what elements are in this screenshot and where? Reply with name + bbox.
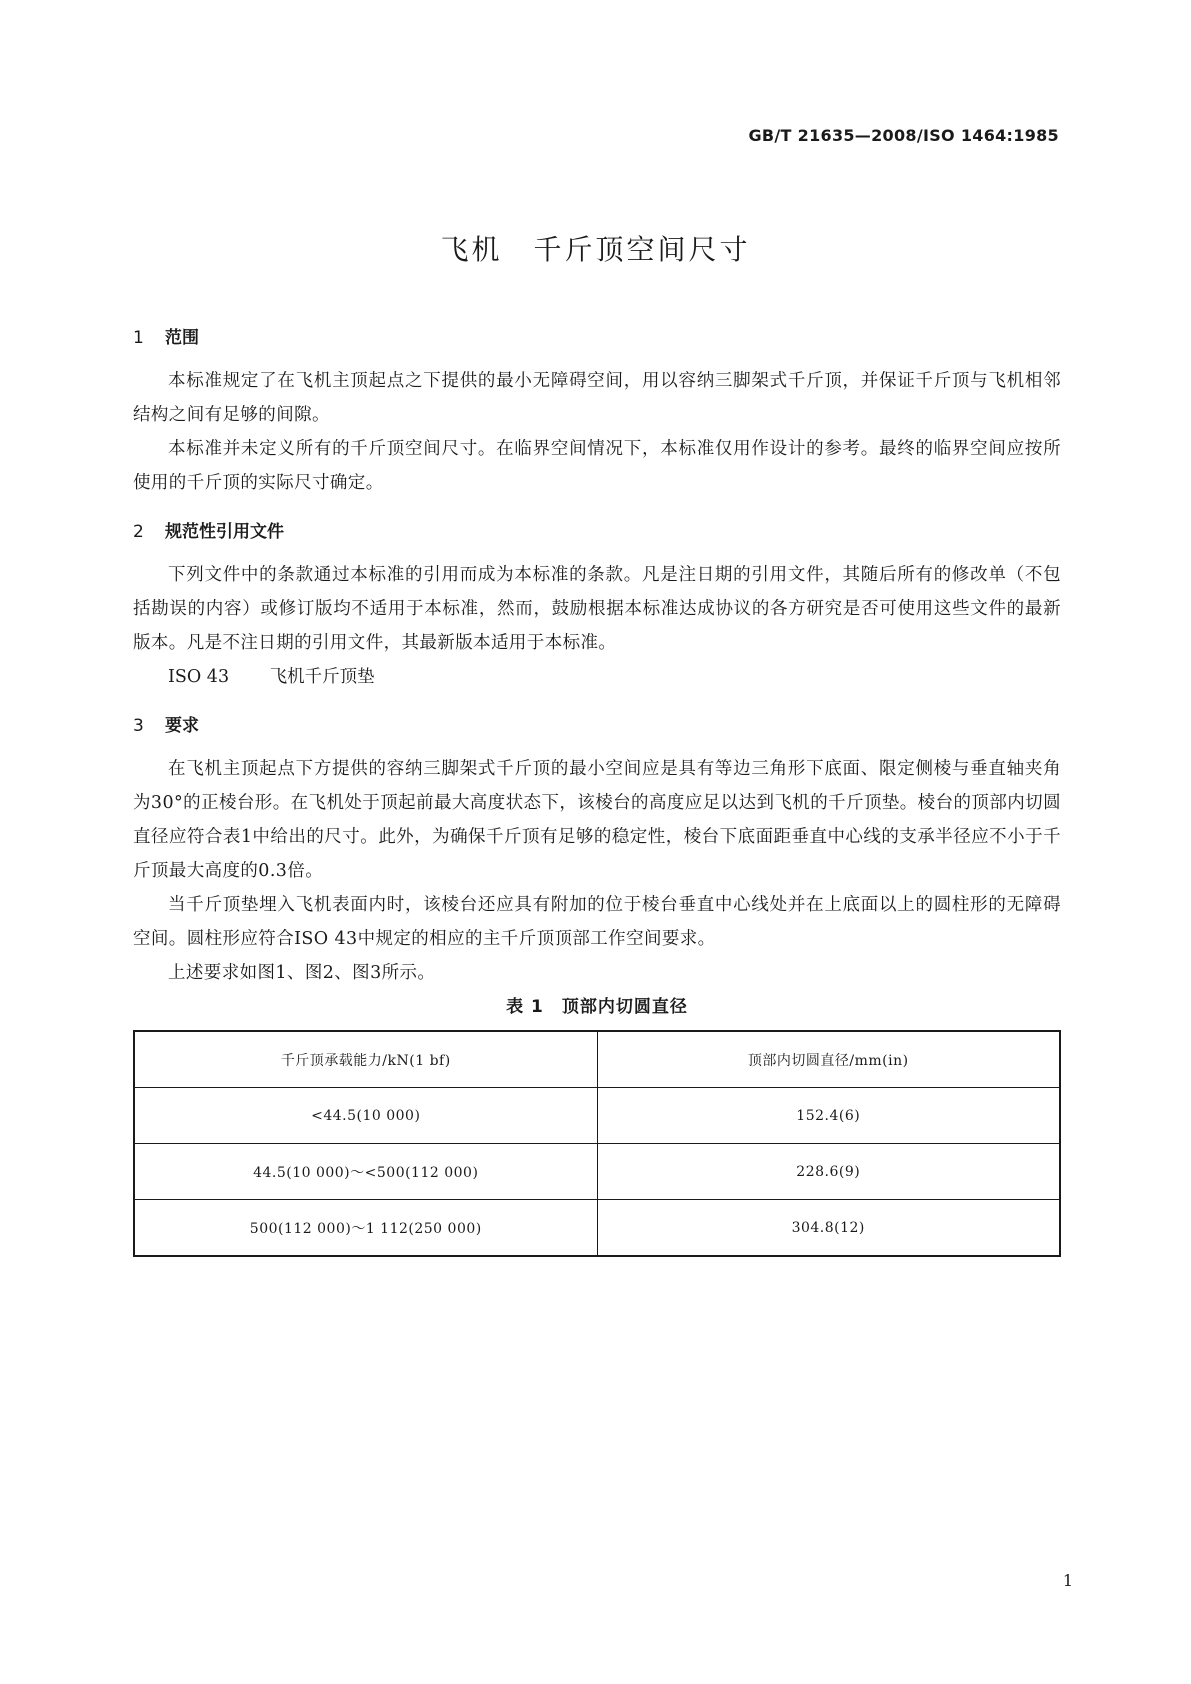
table-cell: 44.5(10 000)～<500(112 000) — [134, 1144, 597, 1200]
section-number: 3 — [133, 716, 144, 736]
section-number: 1 — [133, 328, 144, 348]
section-title: 要求 — [165, 716, 199, 736]
table-cell: 152.4(6) — [597, 1088, 1060, 1144]
paragraph: 下列文件中的条款通过本标准的引用而成为本标准的条款。凡是注日期的引用文件，其随后所有的修改单（不包括勘误的内容）或修订版均不适用于本标准，然而，鼓励根据本标准达成协议的各方研究是否可使用这些文件的最新版本。凡是不注日期的引用文件，其最新版本适用于本标准。 — [133, 565, 1061, 653]
document-title: 飞机 千斤顶空间尺寸 — [440, 233, 751, 266]
table-cell: 304.8(12) — [597, 1200, 1060, 1257]
paragraph: 当千斤顶垫埋入飞机表面内时，该棱台还应具有附加的位于棱台垂直中心线处并在上底面以上的圆柱形的无障碍空间。圆柱形应符合ISO 43中规定的相应的主千斤顶顶部工作空间要求。 — [133, 895, 1061, 949]
document-body — [133, 326, 1061, 1257]
section-number: 2 — [133, 522, 144, 542]
section-title: 规范性引用文件 — [165, 522, 284, 542]
diameter-table — [133, 1030, 1061, 1257]
paragraph: 在飞机主顶起点下方提供的容纳三脚架式千斤顶的最小空间应是具有等边三角形下底面、限定侧棱与垂直轴夹角为30°的正棱台形。在飞机处于顶起前最大高度状态下，该棱台的高度应足以达到飞机的千斤顶垫。棱台的顶部内切圆直径应符合表1中给出的尺寸。此外，为确保千斤顶有足够的稳定性，棱台下底面距垂直中心线的支承半径应不小于千斤顶最大高度的0.3倍。 — [133, 759, 1061, 881]
table-header-row — [134, 1031, 1060, 1088]
section-heading-scope — [133, 326, 1061, 350]
table-row — [134, 1200, 1060, 1257]
table-caption: 表 1 顶部内切圆直径 — [506, 997, 688, 1017]
table-row — [134, 1144, 1060, 1200]
paragraph: 本标准规定了在飞机主顶起点之下提供的最小无障碍空间，用以容纳三脚架式千斤顶，并保证千斤顶与飞机相邻结构之间有足够的间隙。 — [133, 371, 1061, 425]
table-cell: <44.5(10 000) — [134, 1088, 597, 1144]
page-number: 1 — [1062, 1571, 1073, 1590]
reference-title: 飞机千斤顶垫 — [269, 667, 375, 687]
table-row — [134, 1088, 1060, 1144]
section-heading-normative-references — [133, 520, 1061, 544]
standard-code: GB/T 21635—2008/ISO 1464:1985 — [748, 126, 1059, 145]
table-header-cell: 顶部内切圆直径/mm(in) — [597, 1031, 1060, 1088]
table-cell: 228.6(9) — [597, 1144, 1060, 1200]
table-header-cell: 千斤顶承载能力/kN(1 bf) — [134, 1031, 597, 1088]
table-cell: 500(112 000)～1 112(250 000) — [134, 1200, 597, 1257]
section-heading-requirements — [133, 714, 1061, 738]
paragraph: 本标准并未定义所有的千斤顶空间尺寸。在临界空间情况下，本标准仅用作设计的参考。最终的临界空间应按所使用的千斤顶的实际尺寸确定。 — [133, 439, 1061, 493]
section-title: 范围 — [165, 328, 199, 348]
reference-code: ISO 43 — [168, 667, 230, 687]
paragraph: 上述要求如图1、图2、图3所示。 — [168, 963, 436, 983]
reference-entry — [133, 660, 1061, 694]
